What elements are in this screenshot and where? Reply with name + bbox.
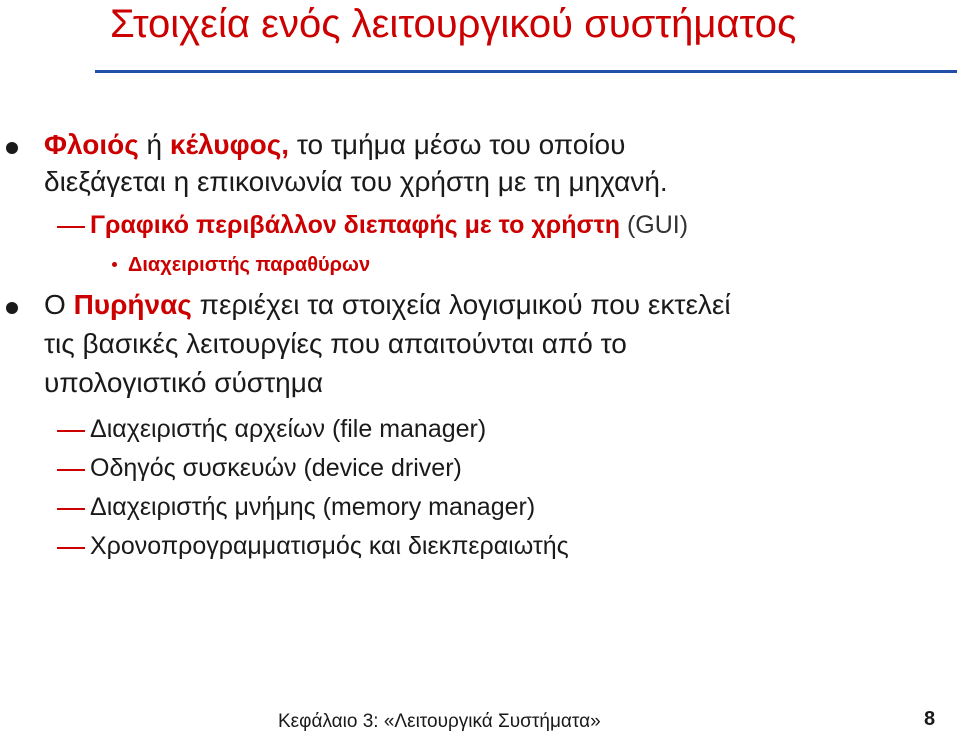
sub-sub-bullet-window-manager: Διαχειριστής παραθύρων — [128, 254, 371, 276]
term-shell-alt: κέλυφος, — [169, 129, 290, 160]
bullet-2-line-1 — [44, 288, 731, 322]
bullet-2-line-2: τις βασικές λειτουργίες που απαιτούνται από το — [44, 328, 627, 359]
bullet-2-text: περιέχει τα στοιχεία λογισμικού που εκτελεί — [191, 289, 731, 320]
list-item: Διαχειριστής μνήμης (memory manager) — [90, 493, 536, 521]
slide-title: Στοιχεία ενός λειτουργικού συστήματος — [110, 2, 797, 46]
title-underline — [95, 70, 957, 73]
dash-icon — [57, 469, 85, 471]
list-item: Οδηγός συσκευών (device driver) — [90, 454, 462, 482]
dash-icon — [57, 226, 85, 228]
list-item: Διαχειριστής αρχείων (file manager) — [90, 415, 487, 443]
bullet-icon — [6, 302, 18, 314]
sub-bullet-gui-abbr: (GUI) — [620, 211, 689, 239]
small-bullet-icon — [112, 262, 117, 267]
dash-icon — [57, 508, 85, 510]
page-number: 8 — [924, 708, 936, 730]
term-shell: Φλοιός — [44, 129, 139, 160]
dash-icon — [57, 430, 85, 432]
bullet-1-text: το τμήμα μέσω του οποίου — [289, 129, 626, 160]
bullet-1-line-2: διεξάγεται η επικοινωνία του χρήστη με τη μηχανή. — [44, 166, 668, 197]
conjunction: ή — [138, 129, 170, 160]
term-kernel: Πυρήνας — [73, 289, 192, 320]
list-item: Χρονοπρογραμματισμός και διεκπεραιωτής — [90, 532, 569, 560]
footer-chapter: Κεφάλαιο 3: «Λειτουργικά Συστήματα» — [278, 711, 601, 732]
bullet-2-prefix: Ο — [44, 289, 74, 320]
bullet-2-line-3: υπολογιστικό σύστημα — [44, 367, 324, 398]
bullet-1-line-1 — [44, 128, 625, 162]
sub-bullet-gui-label: Γραφικό περιβάλλον διεπαφής με το χρήστη — [90, 211, 621, 239]
sub-bullet-gui — [90, 210, 688, 240]
dash-icon — [57, 547, 85, 549]
bullet-icon — [6, 142, 18, 154]
